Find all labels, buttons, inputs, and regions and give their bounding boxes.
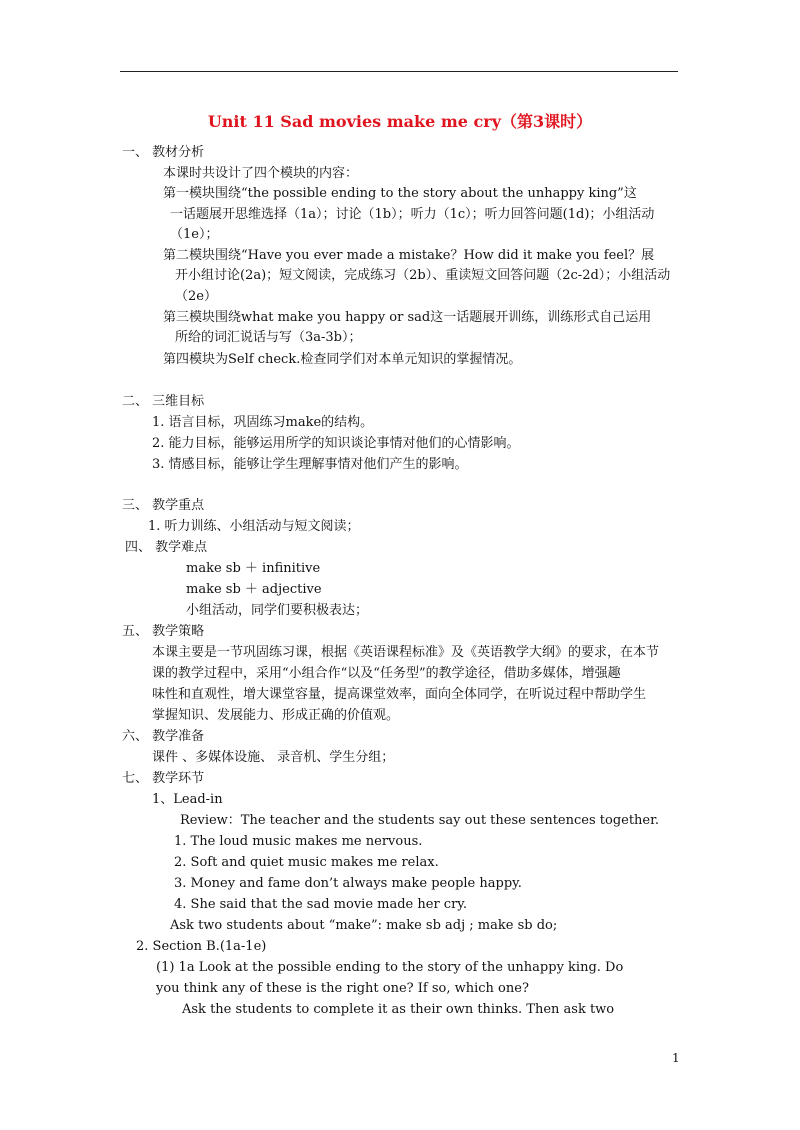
list-item: 4. She said that the sad movie made her cry. <box>174 897 468 912</box>
section-heading: 六、 教学准备 <box>122 729 205 744</box>
text-line: 开小组讨论(2a)；短文阅读，完成练习（2b）、重读短文回答问题（2c-2d）；小组活动 <box>175 268 671 283</box>
list-item: 3. Money and fame don’t always make people happy. <box>174 876 522 891</box>
text-line: you think any of these is the right one? If so, which one? <box>156 981 529 996</box>
document-title: Unit 11 Sad movies make me cry（第3课时） <box>207 112 593 131</box>
text-line: 掌握知识、发展能力、形成正确的价值观。 <box>152 708 400 723</box>
list-item: 3. 情感目标，能够让学生理解事情对他们产生的影响。 <box>152 457 468 472</box>
list-item: 2. 能力目标，能够运用所学的知识谈论事情对他们的心情影响。 <box>152 436 520 451</box>
text-line: make sb ＋ infinitive <box>186 561 321 576</box>
list-item: 1. 听力训练、小组活动与短文阅读； <box>148 519 360 534</box>
text-line: 本课时共设计了四个模块的内容： <box>163 166 359 181</box>
text-line: 第一模块围绕“the possible ending to the story about the unhappy king”这 <box>163 186 637 201</box>
section-heading: 四、 教学难点 <box>125 540 208 555</box>
text-line: 本课主要是一节巩固练习课，根据《英语课程标准》及《英语教学大纲》的要求，在本节 <box>152 645 660 660</box>
text-line: Ask the students to complete it as their own thinks. Then ask two <box>182 1002 615 1017</box>
text-line: 味性和直观性，增大课堂容量，提高课堂效率，面向全体同学，在听说过程中帮助学生 <box>152 687 647 702</box>
text-line: 课的教学过程中，采用“小组合作“以及“任务型”的教学途径，借助多媒体，增强趣 <box>152 666 621 681</box>
page-number: 1 <box>672 1051 680 1065</box>
text-line: 2. Section B.(1a-1e) <box>136 939 267 954</box>
list-item: 1. The loud music makes me nervous. <box>174 834 423 849</box>
section-heading: 七、 教学环节 <box>122 771 205 786</box>
text-line: make sb ＋ adjective <box>186 582 322 597</box>
text-line: 课件 、多媒体设施、 录音机、学生分组； <box>152 750 395 765</box>
text-line: 第二模块围绕“Have you ever made a mistake？How did it make you feel？展 <box>163 248 655 263</box>
text-line: Ask two students about “make”: make sb adj ; make sb do; <box>170 918 558 933</box>
text-line: 所给的词汇说话与写（3a-3b）； <box>175 330 362 345</box>
section-heading: 五、 教学策略 <box>122 624 205 639</box>
text-line: 第三模块围绕what make you happy or sad这一话题展开训练，训练形式自己运用 <box>163 310 652 325</box>
text-line: （1e）； <box>170 227 219 242</box>
list-item: 2. Soft and quiet music makes me relax. <box>174 855 439 870</box>
text-line: Review：The teacher and the students say out these sentences together. <box>180 813 660 828</box>
section-heading: 二、 三维目标 <box>122 394 205 409</box>
text-line: 1、Lead-in <box>152 792 223 807</box>
text-line: (1) 1a Look at the possible ending to the story of the unhappy king. Do <box>156 960 624 975</box>
text-line: 小组活动，同学们要积极表达； <box>186 603 369 618</box>
text-line: （2e） <box>175 289 217 304</box>
text-line: 一话题展开思维选择（1a）；讨论（1b）；听力（1c）；听力回答问题(1d)；小组活动 <box>170 207 655 222</box>
section-heading: 一、 教材分析 <box>122 145 205 160</box>
section-heading: 三、 教学重点 <box>122 498 205 513</box>
header-rule <box>120 71 678 72</box>
list-item: 1. 语言目标，巩固练习make的结构。 <box>152 415 374 430</box>
text-line: 第四模块为Self check.检查同学们对本单元知识的掌握情况。 <box>163 352 522 367</box>
